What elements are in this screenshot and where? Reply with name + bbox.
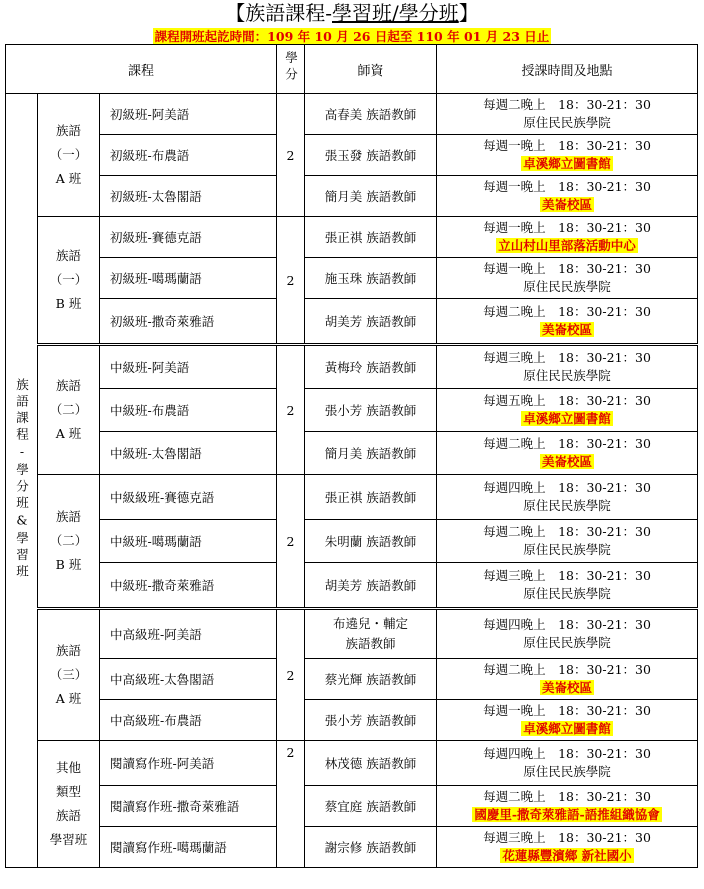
teacher-name: 張正祺 族語教師 xyxy=(305,217,437,258)
schedule-location: 原住民民族學院 xyxy=(523,764,611,779)
course-name: 初級班-噶瑪蘭語 xyxy=(100,258,277,299)
table-row xyxy=(6,659,698,700)
schedule-location: 卓溪鄉立圖書館 xyxy=(523,156,611,171)
table-row xyxy=(6,475,698,520)
table-row xyxy=(6,389,698,432)
course-name: 中高級班-阿美語 xyxy=(100,609,277,659)
schedule-cell xyxy=(437,475,698,520)
schedule-time: 每週四晚上 18：30-21：30 xyxy=(483,746,651,761)
table-row xyxy=(6,258,698,299)
course-name: 閱讀寫作班-噶瑪蘭語 xyxy=(100,827,277,868)
header-teacher: 師資 xyxy=(305,45,437,94)
teacher-name: 布遶兒・輔定 族語教師 xyxy=(305,609,437,659)
teacher-name: 張正祺 族語教師 xyxy=(305,475,437,520)
teacher-name: 胡美芳 族語教師 xyxy=(305,563,437,609)
credit-cell: 2 xyxy=(277,741,305,868)
schedule-cell xyxy=(437,217,698,258)
schedule-cell xyxy=(437,520,698,563)
course-name: 中高級班-太魯閣語 xyxy=(100,659,277,700)
schedule-time: 每週一晚上 18：30-21：30 xyxy=(483,138,651,153)
page-title: 【族語課程-學習班/學分班】 xyxy=(225,1,479,25)
schedule-cell xyxy=(437,659,698,700)
credit-cell: 2 xyxy=(277,94,305,217)
header-course: 課程 xyxy=(6,45,277,94)
course-name: 初級班-太魯閣語 xyxy=(100,176,277,217)
table-row xyxy=(6,176,698,217)
schedule-time: 每週一晚上 18：30-21：30 xyxy=(483,261,651,276)
schedule-cell xyxy=(437,563,698,609)
teacher-name: 簡月美 族語教師 xyxy=(305,432,437,475)
teacher-name: 簡月美 族語教師 xyxy=(305,176,437,217)
schedule-cell xyxy=(437,827,698,868)
table-row xyxy=(6,299,698,345)
schedule-time: 每週二晚上 18：30-21：30 xyxy=(483,304,651,319)
table-row xyxy=(6,345,698,389)
schedule-time: 每週四晚上 18：30-21：30 xyxy=(483,480,651,495)
group-label: 族語 （二） B 班 xyxy=(38,475,100,609)
table-row xyxy=(6,786,698,827)
schedule-location: 原住民民族學院 xyxy=(523,542,611,557)
course-name: 中高級班-布農語 xyxy=(100,700,277,741)
teacher-name: 高春美 族語教師 xyxy=(305,94,437,135)
course-name: 中級班-布農語 xyxy=(100,389,277,432)
group-label: 族語 （一） B 班 xyxy=(38,217,100,345)
table-row xyxy=(6,827,698,868)
schedule-location: 原住民民族學院 xyxy=(523,115,611,130)
schedule-cell xyxy=(437,432,698,475)
schedule-cell xyxy=(437,345,698,389)
teacher-name: 朱明蘭 族語教師 xyxy=(305,520,437,563)
table-row xyxy=(6,563,698,609)
schedule-location: 原住民民族學院 xyxy=(523,368,611,383)
teacher-name: 張玉發 族語教師 xyxy=(305,135,437,176)
schedule-location: 卓溪鄉立圖書館 xyxy=(523,411,611,426)
credit-cell: 2 xyxy=(277,475,305,609)
table-row xyxy=(6,700,698,741)
teacher-name: 黃梅玲 族語教師 xyxy=(305,345,437,389)
schedule-location: 美崙校區 xyxy=(542,680,593,695)
schedule-time: 每週二晚上 18：30-21：30 xyxy=(483,789,651,804)
teacher-name: 林茂德 族語教師 xyxy=(305,741,437,786)
teacher-name: 蔡宜庭 族語教師 xyxy=(305,786,437,827)
group-label: 族語 （三） A 班 xyxy=(38,609,100,741)
credit-cell: 2 xyxy=(277,217,305,345)
schedule-location: 國慶里-撒奇萊雅語-語推組織協會 xyxy=(474,807,660,822)
credit-cell: 2 xyxy=(277,345,305,475)
table-row xyxy=(6,741,698,786)
course-name: 初級班-撒奇萊雅語 xyxy=(100,299,277,345)
table-row xyxy=(6,520,698,563)
header-schedule: 授課時間及地點 xyxy=(437,45,698,94)
group-label: 族語 （二） A 班 xyxy=(38,345,100,475)
group-label: 族語 （一） A 班 xyxy=(38,94,100,217)
teacher-name: 施玉珠 族語教師 xyxy=(305,258,437,299)
schedule-time: 每週二晚上 18：30-21：30 xyxy=(483,662,651,677)
schedule-cell xyxy=(437,299,698,345)
table-row xyxy=(6,609,698,659)
schedule-cell xyxy=(437,786,698,827)
schedule-location: 美崙校區 xyxy=(542,322,593,337)
schedule-cell xyxy=(437,176,698,217)
course-name: 中級班-噶瑪蘭語 xyxy=(100,520,277,563)
schedule-location: 立山村山里部落活動中心 xyxy=(498,238,636,253)
schedule-time: 每週四晚上 18：30-21：30 xyxy=(483,617,651,632)
course-schedule-table xyxy=(5,44,698,868)
teacher-name: 張小芳 族語教師 xyxy=(305,700,437,741)
schedule-cell xyxy=(437,609,698,659)
table-row xyxy=(6,217,698,258)
schedule-time: 每週五晚上 18：30-21：30 xyxy=(483,393,651,408)
table-row xyxy=(6,135,698,176)
schedule-location: 花蓮縣豐濱鄉 新社國小 xyxy=(502,848,632,863)
course-name: 閱讀寫作班-阿美語 xyxy=(100,741,277,786)
header-credit: 學分 xyxy=(277,45,305,94)
course-name: 初級班-布農語 xyxy=(100,135,277,176)
schedule-cell xyxy=(437,135,698,176)
schedule-time: 每週三晚上 18：30-21：30 xyxy=(483,350,651,365)
schedule-time: 每週一晚上 18：30-21：30 xyxy=(483,179,651,194)
course-name: 中級班-撒奇萊雅語 xyxy=(100,563,277,609)
table-header-row xyxy=(6,45,698,94)
course-name: 中級班-阿美語 xyxy=(100,345,277,389)
table-body xyxy=(6,94,698,868)
schedule-time: 每週三晚上 18：30-21：30 xyxy=(483,830,651,845)
schedule-time: 每週二晚上 18：30-21：30 xyxy=(483,436,651,451)
schedule-time: 每週二晚上 18：30-21：30 xyxy=(483,97,651,112)
schedule-cell xyxy=(437,389,698,432)
schedule-time: 每週一晚上 18：30-21：30 xyxy=(483,220,651,235)
schedule-location: 原住民民族學院 xyxy=(523,498,611,513)
schedule-location: 美崙校區 xyxy=(542,454,593,469)
schedule-time: 每週二晚上 18：30-21：30 xyxy=(483,524,651,539)
credit-cell: 2 xyxy=(277,609,305,741)
course-name: 初級班-阿美語 xyxy=(100,94,277,135)
table-row xyxy=(6,94,698,135)
schedule-cell xyxy=(437,741,698,786)
group-label: 其他 類型 族語 學習班 xyxy=(38,741,100,868)
schedule-cell xyxy=(437,258,698,299)
teacher-name: 張小芳 族語教師 xyxy=(305,389,437,432)
course-name: 閱讀寫作班-撒奇萊雅語 xyxy=(100,786,277,827)
schedule-location: 原住民民族學院 xyxy=(523,279,611,294)
schedule-location: 美崙校區 xyxy=(542,197,593,212)
schedule-location: 卓溪鄉立圖書館 xyxy=(523,721,611,736)
schedule-time: 每週一晚上 18：30-21：30 xyxy=(483,703,651,718)
teacher-name: 蔡光輝 族語教師 xyxy=(305,659,437,700)
course-period-banner: 課程開班起訖時間：109 年 10 月 26 日起至 110 年 01 月 23 日止 xyxy=(154,29,550,44)
schedule-cell xyxy=(437,700,698,741)
schedule-time: 每週三晚上 18：30-21：30 xyxy=(483,568,651,583)
schedule-location: 原住民民族學院 xyxy=(523,635,611,650)
teacher-name: 謝宗修 族語教師 xyxy=(305,827,437,868)
table-row xyxy=(6,432,698,475)
schedule-location: 原住民民族學院 xyxy=(523,586,611,601)
course-name: 中級級班-賽德克語 xyxy=(100,475,277,520)
teacher-name: 胡美芳 族語教師 xyxy=(305,299,437,345)
course-name: 中級班-太魯閣語 xyxy=(100,432,277,475)
category-cell: 族語課程-學分班&學習班 xyxy=(6,94,38,868)
schedule-cell xyxy=(437,94,698,135)
course-name: 初級班-賽德克語 xyxy=(100,217,277,258)
